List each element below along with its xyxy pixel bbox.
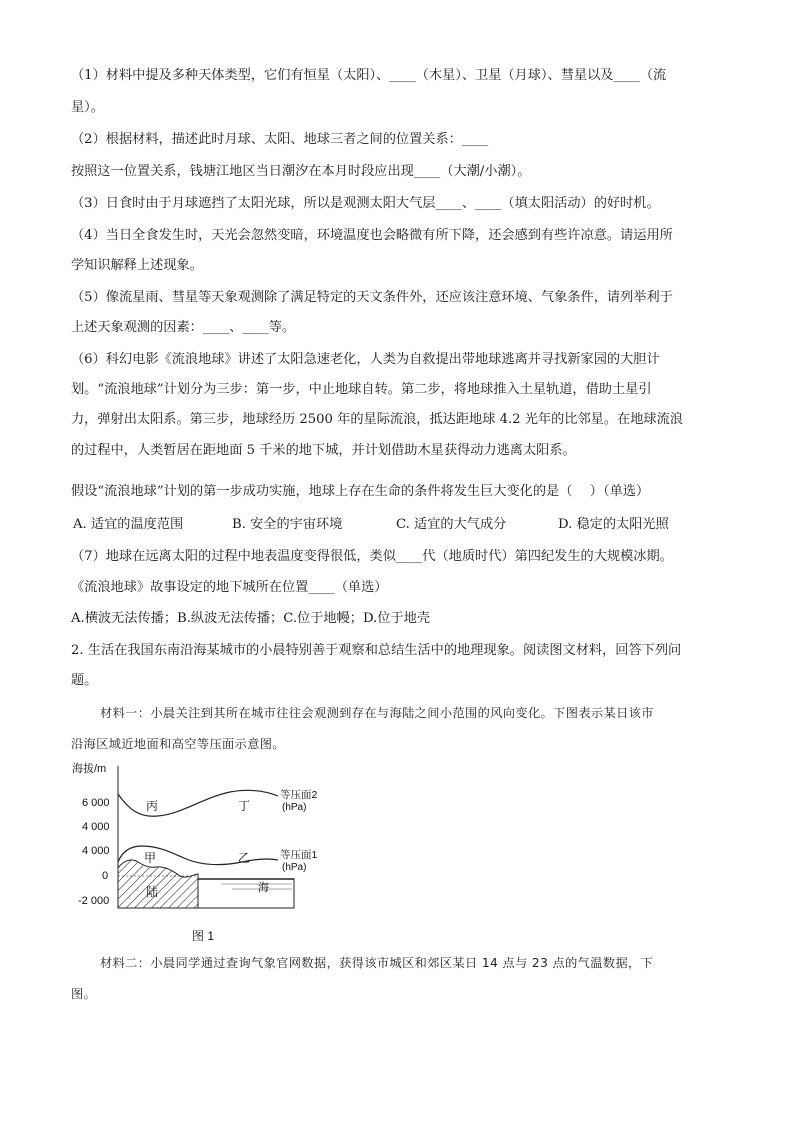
material2-line2: 图。 [71,987,97,1001]
isobaric-surface-1 [118,846,278,865]
material1-line2: 沿海区域近地面和高空等压面示意图。 [71,737,285,751]
tick-label: 4 000 [82,845,110,857]
q4-line1: （4）当日全食发生时，天光会忽然变暗，环境温度也会略微有所下降，还会感到有些许凉意。请运用所 [71,228,673,243]
question2-line1: 2. 生活在我国东南沿海某城市的小晨特别善于观察和总结生活中的地理现象。阅读图文材料，回答下列问 [71,643,682,658]
option-b: B. 安全的宇宙环境 [232,517,343,532]
surface2-name: 等压面2 [280,789,318,801]
q7-line3: A.横波无法传播；B.纵波无法传播；C.位于地幔；D.位于地壳 [71,611,431,626]
y-axis-label: 海拔/m [72,763,107,775]
isobaric-surface-figure [72,758,342,946]
point-jia-label: 甲 [144,851,157,865]
land-label: 陆 [146,885,159,899]
sea-label: 海 [258,882,269,894]
point-yi-label: 乙 [238,851,251,865]
q6-line2: 划。“流浪地球”计划分为三步：第一步，中止地球自转。第二步，将地球推入土星轨道，借助土星引 [71,382,652,397]
sea-area [198,879,294,908]
tick-label: 4 000 [82,821,110,833]
material1-line1: 材料一：小晨关注到其所在城市往往会观测到存在与海陆之间小范围的风向变化。下图表示某日该市 [100,706,654,720]
q1-line1: （1）材料中提及多种天体类型，它们有恒星（太阳）、____（木星）、卫星（月球）、彗星以及____（流 [71,68,667,83]
q7-line2: 《流浪地球》故事设定的地下城所在位置____（单选） [71,580,388,595]
surface2-unit: (hPa) [282,802,307,813]
land-area [118,860,198,908]
q1-line2: 星）。 [71,100,104,115]
isobaric-surface-2 [118,790,278,816]
q4-line2: 学知识解释上述现象。 [71,258,203,273]
q6-line4: 的过程中，人类暂居在距地面 5 千米的地下城，并计划借助木星获得动力逃离太阳系。 [71,443,576,458]
q2-line1: （2）根据材料，描述此时月球、太阳、地球三者之间的位置关系：____ [71,132,489,147]
q5-line2: 上述天象观测的因素：____、____等。 [71,320,296,335]
option-d: D. 稳定的太阳光照 [558,517,669,532]
surface1-name: 等压面1 [280,849,318,861]
q6-line3: 力，弹射出太阳系。第三步，地球经历 2500 年的星际流浪，抵达距地球 4.2 光年的比邻星。在地球流浪 [71,412,683,427]
point-bing-label: 丙 [146,799,159,813]
q5-line1: （5）像流星雨、彗星等天象观测除了满足特定的天文条件外，还应该注意环境、气象条件，请列举利于 [71,290,673,305]
point-ding-label: 丁 [238,799,251,813]
tick-label: -2 000 [78,895,110,907]
tick-label: 6 000 [82,797,110,809]
q6-line1: （6）科幻电影《流浪地球》讲述了太阳急速老化，人类为自救提出带地球逃离并寻找新家园的大胆计 [71,352,660,367]
option-c: C. 适宜的大气成分 [396,517,507,532]
q6-line5: 假设“流浪地球”计划的第一步成功实施，地球上存在生命的条件将发生巨大变化的是（ ）（单选） [71,484,650,499]
option-a: A. 适宜的温度范围 [73,517,184,532]
q3-line1: （3）日食时由于月球遮挡了太阳光球，所以是观测太阳大气层____、____（填太阳活动）的好时机。 [71,196,660,211]
surface1-unit: (hPa) [282,862,307,873]
figure-caption: 图 1 [192,929,215,943]
question2-line2: 题。 [71,673,98,688]
material2-line1: 材料二：小晨同学通过查询气象官网数据，获得该市城区和郊区某日 14 点与 23 点的气温数据，下 [100,956,654,970]
q7-line1: （7）地球在远离太阳的过程中地表温度变得很低，类似____代（地质时代）第四纪发生的大规模冰期。 [71,549,673,564]
q2-line2: 按照这一位置关系，钱塘江地区当日潮汐在本月时段应出现____（大潮/小潮）。 [71,164,531,179]
tick-label: 0 [102,870,109,882]
